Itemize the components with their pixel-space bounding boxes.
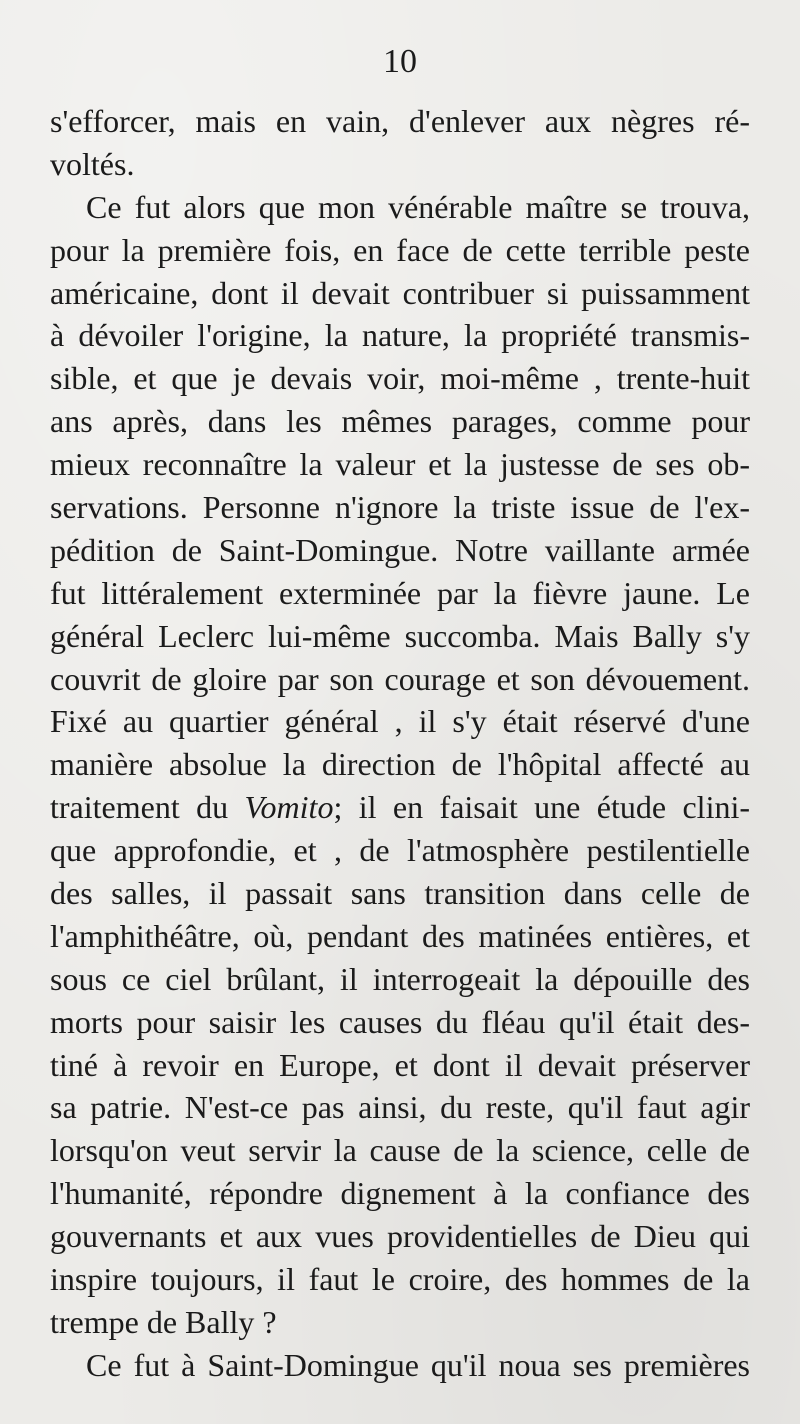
text-line: général Leclerc lui-même succomba. Mais Bally s'y [50, 617, 750, 654]
page-number: 10 [383, 43, 417, 80]
text-line: l'humanité, répondre dignement à la confiance des [50, 1175, 750, 1212]
text-line: Ce fut alors que mon vénérable maître se trouva, [86, 188, 750, 225]
text-line: s'efforcer, mais en vain, d'enlever aux nègres ré- [50, 103, 750, 139]
text-line: lorsqu'on veut servir la cause de la science, celle de [50, 1132, 750, 1169]
text-line: inspire toujours, il faut le croire, des hommes de la [50, 1261, 750, 1298]
italic-term: Vomito [244, 789, 334, 826]
text-line: l'amphithéâtre, où, pendant des matinées entières, et [50, 917, 750, 954]
text-line: mieux reconnaître la valeur et la justesse de ses ob- [50, 446, 750, 483]
text-line: ans après, dans les mêmes parages, comme pour [50, 403, 750, 440]
text-line: Fixé au quartier général , il s'y était réservé d'une [50, 703, 750, 740]
text-line: que approfondie, et , de l'atmosphère pestilentielle [50, 832, 750, 869]
text-line: Ce fut à Saint-Domingue qu'il noua ses premières [86, 1346, 750, 1383]
text-segment: traitement du [50, 789, 245, 826]
text-line: sible, et que je devais voir, moi-même , trente-huit [50, 360, 750, 397]
text-line: tiné à revoir en Europe, et dont il devait préserver [50, 1046, 750, 1083]
text-line: servations. Personne n'ignore la triste issue de l'ex- [50, 489, 750, 526]
text-line: sous ce ciel brûlant, il interrogeait la dépouille des [50, 960, 750, 997]
text-line: manière absolue la direction de l'hôpital affecté au [50, 746, 750, 783]
text-line: morts pour saisir les causes du fléau qu'il était des- [50, 1003, 750, 1040]
text-line: à dévoiler l'origine, la nature, la propriété transmis- [50, 317, 750, 354]
text-line: pédition de Saint-Domingue. Notre vaillante armée [50, 531, 750, 568]
text-line: américaine, dont il devait contribuer si puissamment [50, 274, 750, 311]
text-segment: ; il en faisait une étude clini- [333, 789, 750, 826]
text-line: voltés. [50, 145, 135, 182]
text-line [50, 786, 750, 829]
text-line: couvrit de gloire par son courage et son dévouement. [50, 660, 750, 697]
text-line: trempe de Bally ? [50, 1303, 277, 1340]
text-line: gouvernants et aux vues providentielles de Dieu qui [50, 1218, 750, 1255]
body-text [50, 100, 750, 1387]
text-line: des salles, il passait sans transition dans celle de [50, 875, 750, 912]
text-line: fut littéralement exterminée par la fièvre jaune. Le [50, 574, 750, 611]
text-line: pour la première fois, en face de cette terrible peste [50, 231, 750, 268]
text-line: sa patrie. N'est-ce pas ainsi, du reste, qu'il faut agir [50, 1089, 750, 1126]
